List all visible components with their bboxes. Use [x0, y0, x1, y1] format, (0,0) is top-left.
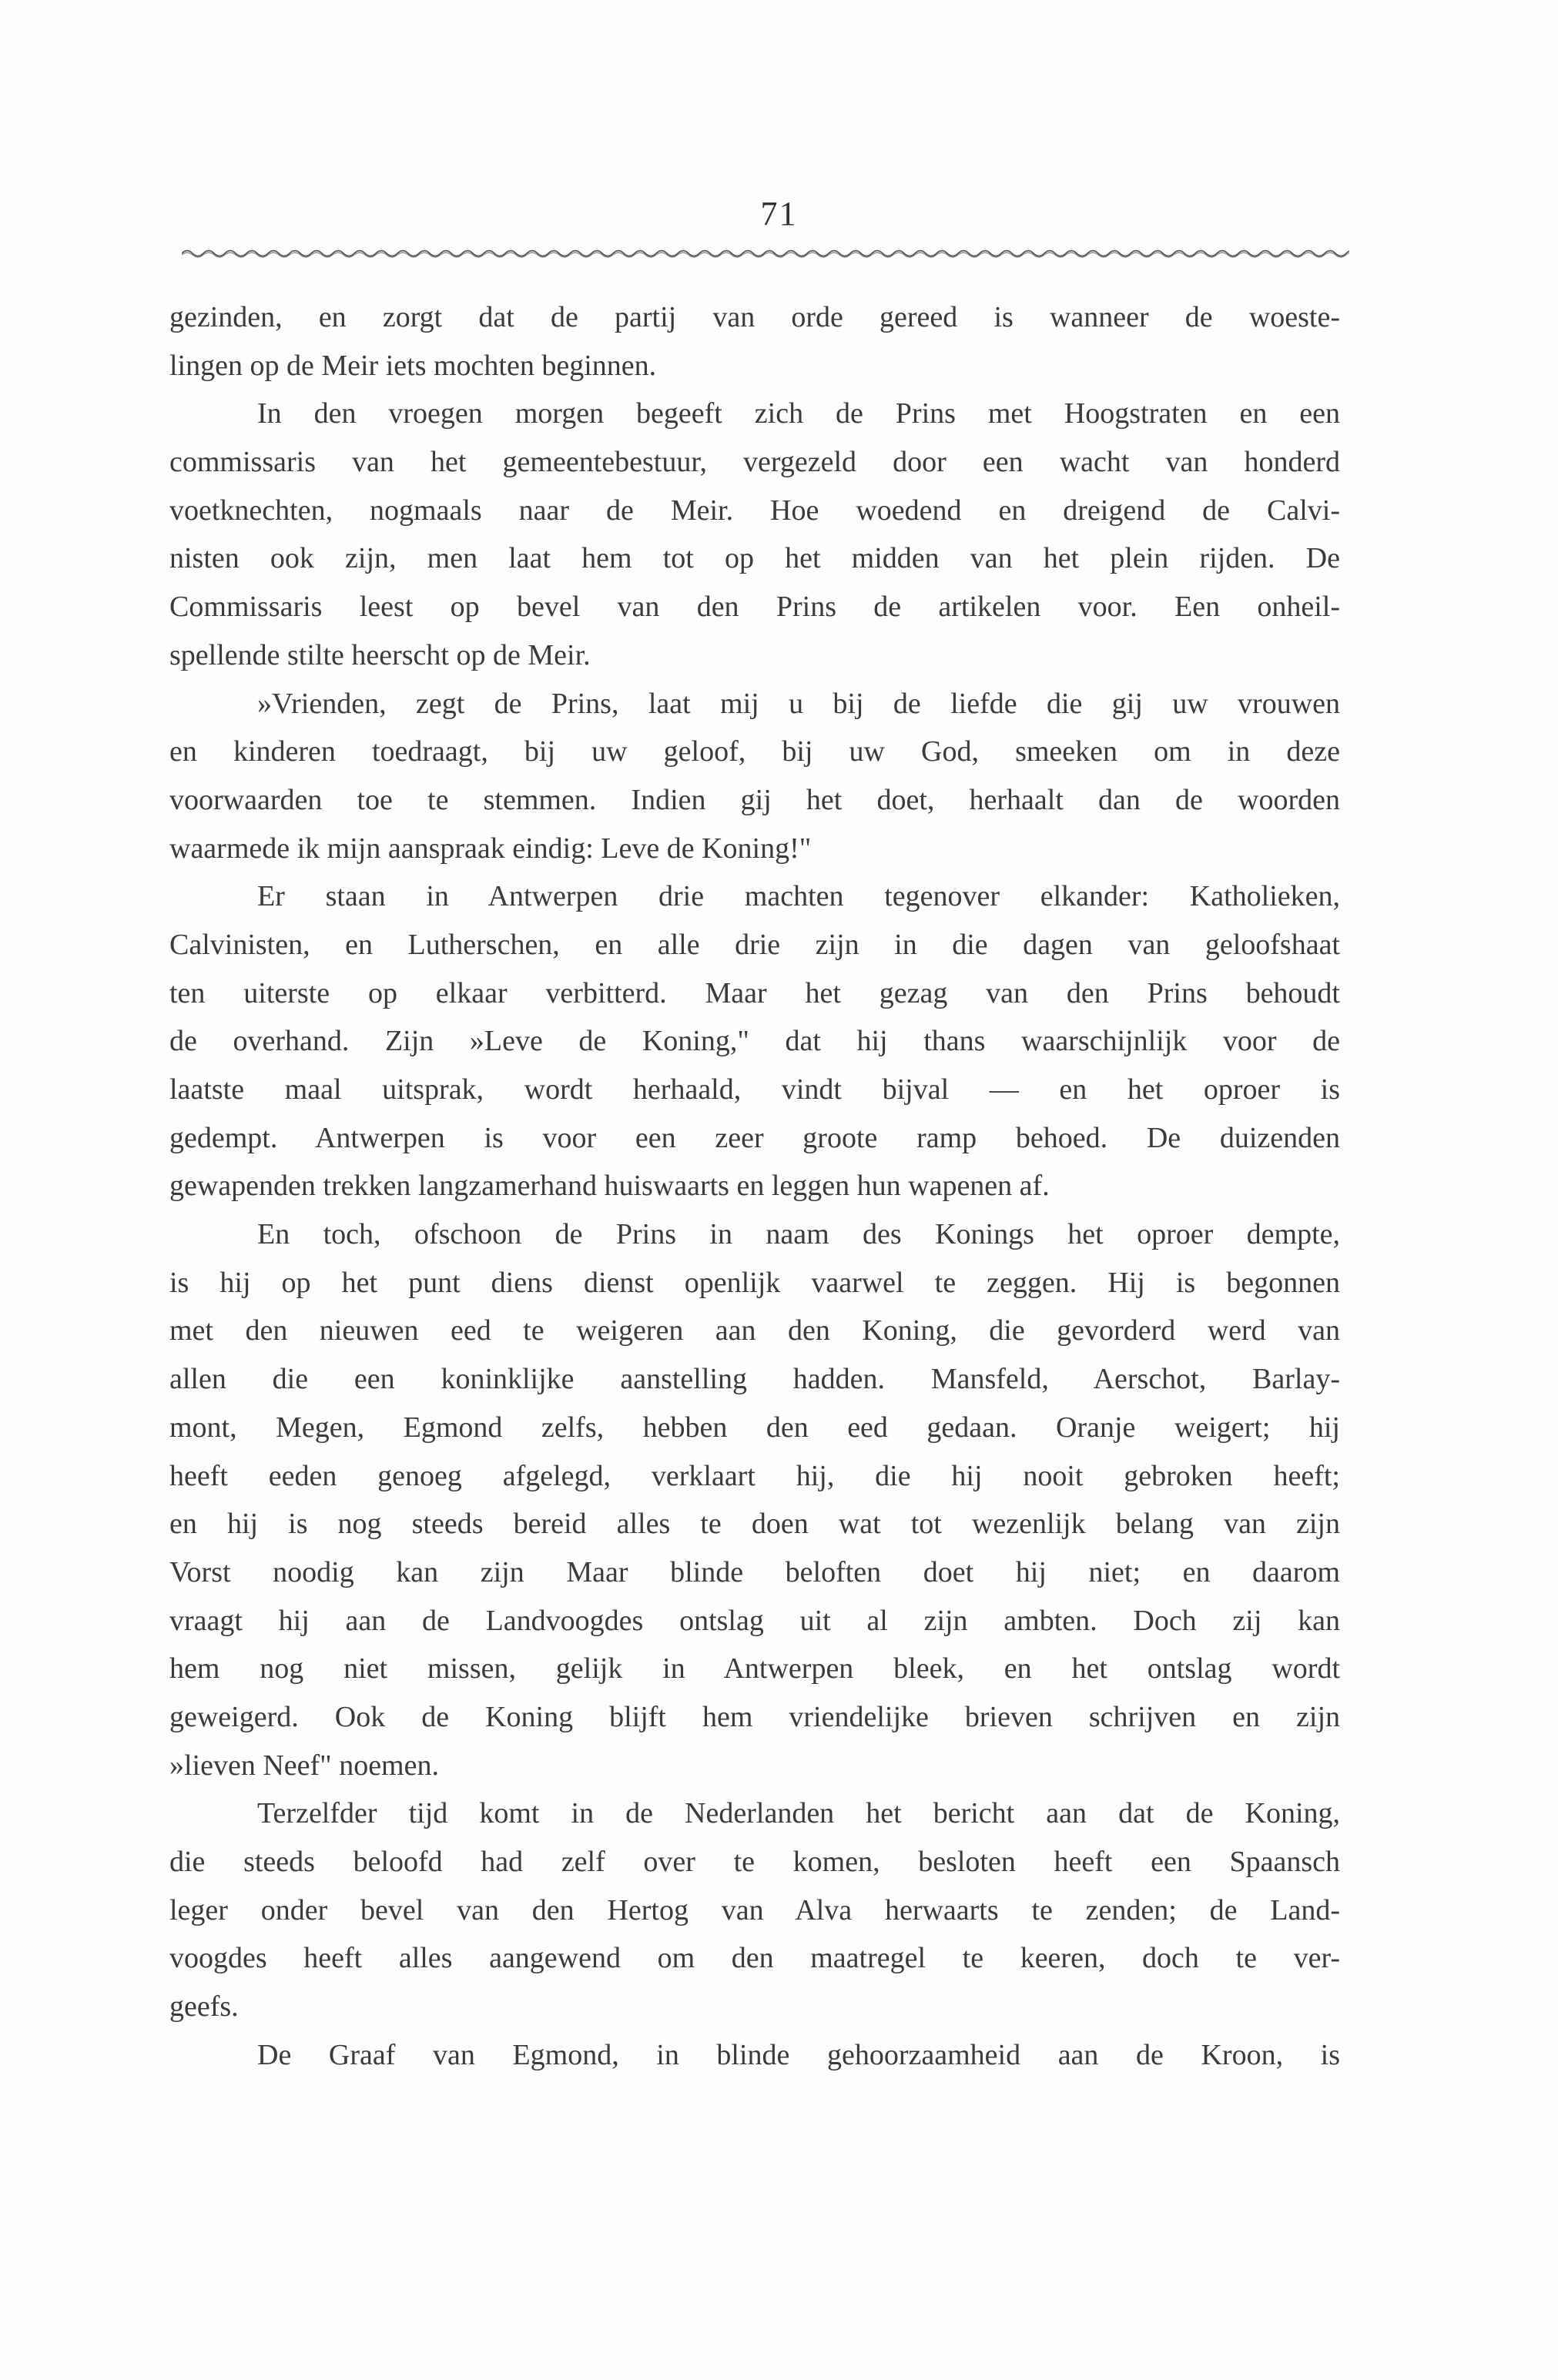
- text-line: gezinden, en zorgt dat de partij van orde gereed is wanneer de woeste-: [169, 301, 1340, 333]
- text-line: is hij op het punt diens dienst openlijk vaarwel te zeggen. Hij is begonnen: [169, 1266, 1340, 1299]
- text-line: En toch, ofschoon de Prins in naam des Konings het oproer dempte,: [257, 1218, 1340, 1251]
- text-line: vraagt hij aan de Landvoogdes ontslag uit al zijn ambten. Doch zij kan: [169, 1604, 1340, 1637]
- text-line: »lieven Neef" noemen.: [169, 1749, 439, 1782]
- text-line: en kinderen toedraagt, bij uw geloof, bij uw God, smeeken om in deze: [169, 735, 1340, 768]
- text-line: voogdes heeft alles aangewend om den maatregel te keeren, doch te ver-: [169, 1942, 1340, 1975]
- text-line: In den vroegen morgen begeeft zich de Prins met Hoogstraten en een: [257, 397, 1340, 430]
- text-line: De Graaf van Egmond, in blinde gehoorzaamheid aan de Kroon, is: [257, 2038, 1340, 2071]
- text-line: nisten ook zijn, men laat hem tot op het midden van het plein rijden. De: [169, 542, 1340, 575]
- text-line: geefs.: [169, 1990, 239, 2024]
- text-line: gedempt. Antwerpen is voor een zeer groote ramp behoed. De duizenden: [169, 1121, 1340, 1154]
- text-line: Vorst noodig kan zijn Maar blinde beloften doet hij niet; en daarom: [169, 1555, 1340, 1588]
- text-line: die steeds beloofd had zelf over te komen, besloten heeft een Spaansch: [169, 1846, 1340, 1878]
- text-line: met den nieuwen eed te weigeren aan den Koning, die gevorderd werd van: [169, 1314, 1340, 1347]
- text-line: leger onder bevel van den Hertog van Alva herwaarts te zenden; de Land-: [169, 1893, 1340, 1926]
- text-line: commissaris van het gemeentebestuur, vergezeld door een wacht van honderd: [169, 446, 1340, 479]
- text-line: Er staan in Antwerpen drie machten tegenover elkander: Katholieken,: [257, 880, 1340, 913]
- page-number: 71: [760, 195, 798, 233]
- text-line: voorwaarden toe te stemmen. Indien gij het doet, herhaalt dan de woorden: [169, 783, 1340, 816]
- text-line: en hij is nog steeds bereid alles te doen wat tot wezenlijk belang van zijn: [169, 1508, 1340, 1541]
- text-line: de overhand. Zijn »Leve de Koning," dat hij thans waarschijnlijk voor de: [169, 1025, 1340, 1058]
- text-line: waarmede ik mijn aanspraak eindig: Leve de Koning!": [169, 832, 812, 865]
- text-line: Calvinisten, en Lutherschen, en alle drie zijn in die dagen van geloofshaat: [169, 928, 1340, 961]
- text-line: Commissaris leest op bevel van den Prins de artikelen voor. Een onheil-: [169, 591, 1340, 624]
- text-line: ten uiterste op elkaar verbitterd. Maar het gezag van den Prins behoudt: [169, 976, 1340, 1009]
- text-line: heeft eeden genoeg afgelegd, verklaart hij, die hij nooit gebroken heeft;: [169, 1459, 1340, 1492]
- text-line: voetknechten, nogmaals naar de Meir. Hoe woedend en dreigend de Calvi-: [169, 494, 1340, 527]
- text-line: lingen op de Meir iets mochten beginnen.: [169, 349, 657, 382]
- text-line: allen die een koninklijke aanstelling hadden. Mansfeld, Aerschot, Barlay-: [169, 1363, 1340, 1396]
- text-line: geweigerd. Ook de Koning blijft hem vriendelijke brieven schrijven en zijn: [169, 1700, 1340, 1733]
- text-line: laatste maal uitsprak, wordt herhaald, vindt bijval — en het oproer is: [169, 1073, 1340, 1106]
- text-line: spellende stilte heerscht op de Meir.: [169, 638, 591, 671]
- text-line: Terzelfder tijd komt in de Nederlanden het bericht aan dat de Koning,: [257, 1797, 1340, 1830]
- text-line: gewapenden trekken langzamerhand huiswaarts en leggen hun wapenen af.: [169, 1170, 1050, 1203]
- ornamental-wavy-rule: [182, 245, 1349, 262]
- text-line: hem nog niet missen, gelijk in Antwerpen bleek, en het ontslag wordt: [169, 1652, 1340, 1685]
- body-text: [169, 293, 1340, 2079]
- text-line: »Vrienden, zegt de Prins, laat mij u bij de liefde die gij uw vrouwen: [257, 687, 1340, 720]
- text-line: mont, Megen, Egmond zelfs, hebben den eed gedaan. Oranje weigert; hij: [169, 1411, 1340, 1444]
